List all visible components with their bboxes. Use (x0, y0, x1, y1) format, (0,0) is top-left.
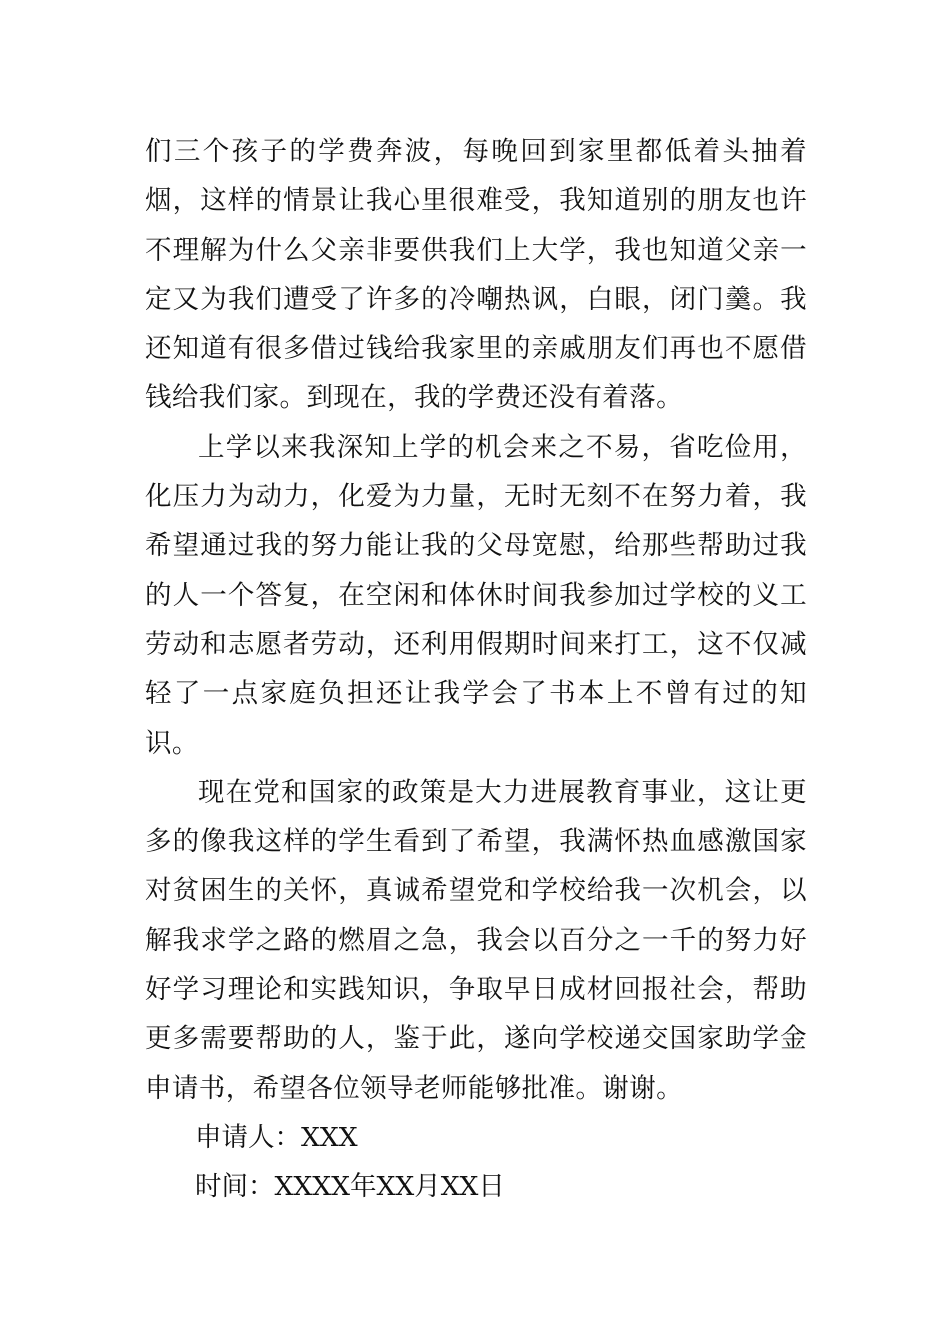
paragraph-2: 上学以来我深知上学的机会来之不易，省吃俭用，化压力为动力，化爱为力量，无时无刻不在努力着，我希望通过我的努力能让我的父母宽慰，给那些帮助过我的人一个答复，在空闲和体休时间我参加过学校的义工劳动和志愿者劳动，还利用假期时间来打工，这不仅减轻了一点家庭负担还让我学会了书本上不曾有过的知识。 (145, 431, 807, 759)
paragraph-3: 现在党和国家的政策是大力进展教育事业，这让更多的像我这样的学生看到了希望，我满怀热血感激国家对贫困生的关怀，真诚希望党和学校给我一次机会，以解我求学之路的燃眉之急，我会以百分之一千的努力好好学习理论和实践知识，争取早日成材回报社会，帮助更多需要帮助的人，鉴于此，遂向学校递交国家助学金申请书，希望各位领导老师能够批准。谢谢。 (145, 776, 807, 1104)
applicant-line: 申请人：XXX (195, 1121, 358, 1153)
paragraph-1: 们三个孩子的学费奔波，每晚回到家里都低着头抽着烟，这样的情景让我心里很难受，我知道别的朋友也许不理解为什么父亲非要供我们上大学，我也知道父亲一定又为我们遭受了许多的冷嘲热讽，白眼，闭门羹。我还知道有很多借过钱给我家里的亲戚朋友们再也不愿借钱给我们家。到现在，我的学费还没有着落。 (145, 136, 807, 414)
date-line: 时间：XXXX年XX月XX日 (195, 1171, 505, 1203)
document-page (145, 127, 807, 1212)
